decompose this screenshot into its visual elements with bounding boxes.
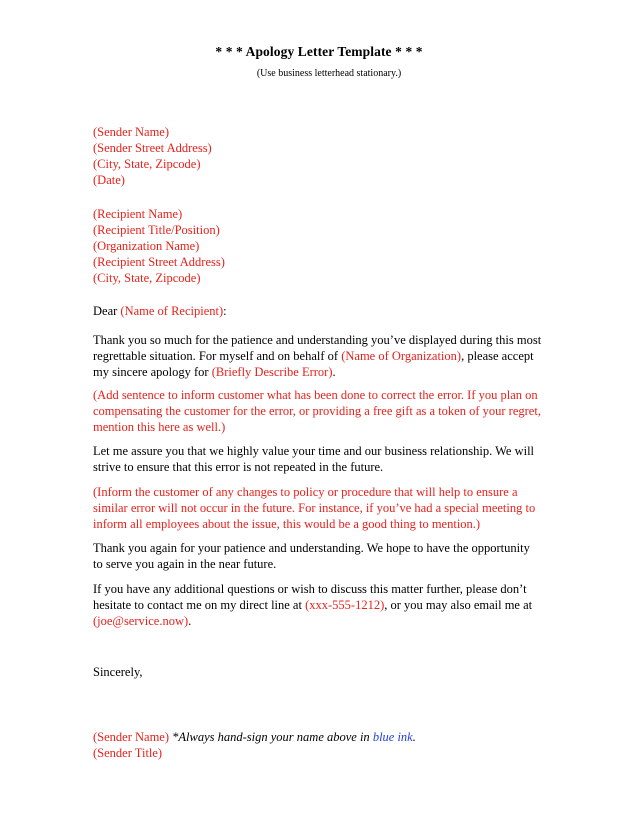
para6-line2-a: hesitate to contact me on my direct line at bbox=[93, 598, 306, 612]
para6-line1: If you have any additional questions or wish to discuss this matter further, please don’t bbox=[93, 582, 527, 596]
email-placeholder: (joe@service.now) bbox=[93, 614, 189, 628]
sender-street: (Sender Street Address) bbox=[93, 141, 212, 155]
signature-note-a: *Always hand-sign your name above in bbox=[169, 730, 373, 744]
sender-date: (Date) bbox=[93, 173, 125, 187]
recipient-title: (Recipient Title/Position) bbox=[93, 223, 220, 237]
salutation bbox=[93, 303, 563, 319]
paragraph-thanks-again bbox=[93, 540, 563, 572]
closing bbox=[93, 664, 563, 680]
para2-line2: compensating the customer for the error, or providing a free gift as a token of your regret, bbox=[93, 404, 541, 418]
para1-line2-a: regrettable situation. For myself and on behalf of bbox=[93, 349, 342, 363]
page-subtitle: (Use business letterhead stationary.) bbox=[256, 68, 402, 79]
paragraph-correction-instruction bbox=[93, 387, 563, 435]
para6-line3-b: . bbox=[188, 614, 192, 628]
para1-line3-c: . bbox=[332, 365, 336, 379]
recipient-name: (Recipient Name) bbox=[93, 207, 183, 221]
para4-line2: similar error will not occur in the future. For instance, if you’ve had a special meeting to bbox=[93, 501, 536, 515]
paragraph-thanks bbox=[93, 332, 563, 380]
para1-line3-a: my sincere apology for bbox=[93, 365, 212, 379]
recipient-city: (City, State, Zipcode) bbox=[93, 271, 201, 285]
para2-line1: (Add sentence to inform customer what has been done to correct the error. If you plan on bbox=[93, 388, 538, 402]
para5-line1: Thank you again for your patience and understanding. We hope to have the opportunity bbox=[93, 541, 530, 555]
salutation-prefix: Dear bbox=[93, 304, 121, 318]
para3-line1: Let me assure you that we highly value your time and our business relationship. We will bbox=[93, 444, 535, 458]
para1-error-placeholder: (Briefly Describe Error) bbox=[211, 365, 333, 379]
recipient-street: (Recipient Street Address) bbox=[93, 255, 225, 269]
closing-text: Sincerely, bbox=[93, 665, 143, 679]
paragraph-policy-instruction bbox=[93, 484, 563, 532]
para3-line2: strive to ensure that this error is not repeated in the future. bbox=[93, 460, 384, 474]
para1-organization-placeholder: (Name of Organization) bbox=[341, 349, 462, 363]
salutation-placeholder: (Name of Recipient) bbox=[120, 304, 224, 318]
sender-name: (Sender Name) bbox=[93, 125, 170, 139]
para6-line2-c: , or you may also email me at bbox=[384, 598, 533, 612]
paragraph-assurance bbox=[93, 443, 563, 475]
signature-name: (Sender Name) bbox=[93, 730, 170, 744]
recipient-block bbox=[93, 206, 563, 286]
recipient-organization: (Organization Name) bbox=[93, 239, 200, 253]
para5-line2: to serve you again in the near future. bbox=[93, 557, 277, 571]
sender-city: (City, State, Zipcode) bbox=[93, 157, 201, 171]
signature-note-c: . bbox=[412, 730, 416, 744]
para2-line3: mention this here as well.) bbox=[93, 420, 226, 434]
sender-block bbox=[93, 124, 563, 188]
signature-title: (Sender Title) bbox=[93, 746, 163, 760]
paragraph-contact bbox=[93, 581, 563, 629]
para4-line3: inform all employees about the issue, this would be a good thing to mention.) bbox=[93, 517, 481, 531]
para1-line1: Thank you so much for the patience and understanding you’ve displayed during this most bbox=[93, 333, 542, 347]
para4-line1: (Inform the customer of any changes to policy or procedure that will help to ensure a bbox=[93, 485, 518, 499]
page-title: * * * Apology Letter Template * * * bbox=[215, 44, 423, 59]
signature-note-blue-ink: blue ink bbox=[372, 730, 413, 744]
phone-placeholder: (xxx-555-1212) bbox=[305, 598, 385, 612]
signature-block bbox=[93, 729, 563, 761]
para1-line2-c: , please accept bbox=[461, 349, 534, 363]
salutation-suffix: : bbox=[223, 304, 227, 318]
